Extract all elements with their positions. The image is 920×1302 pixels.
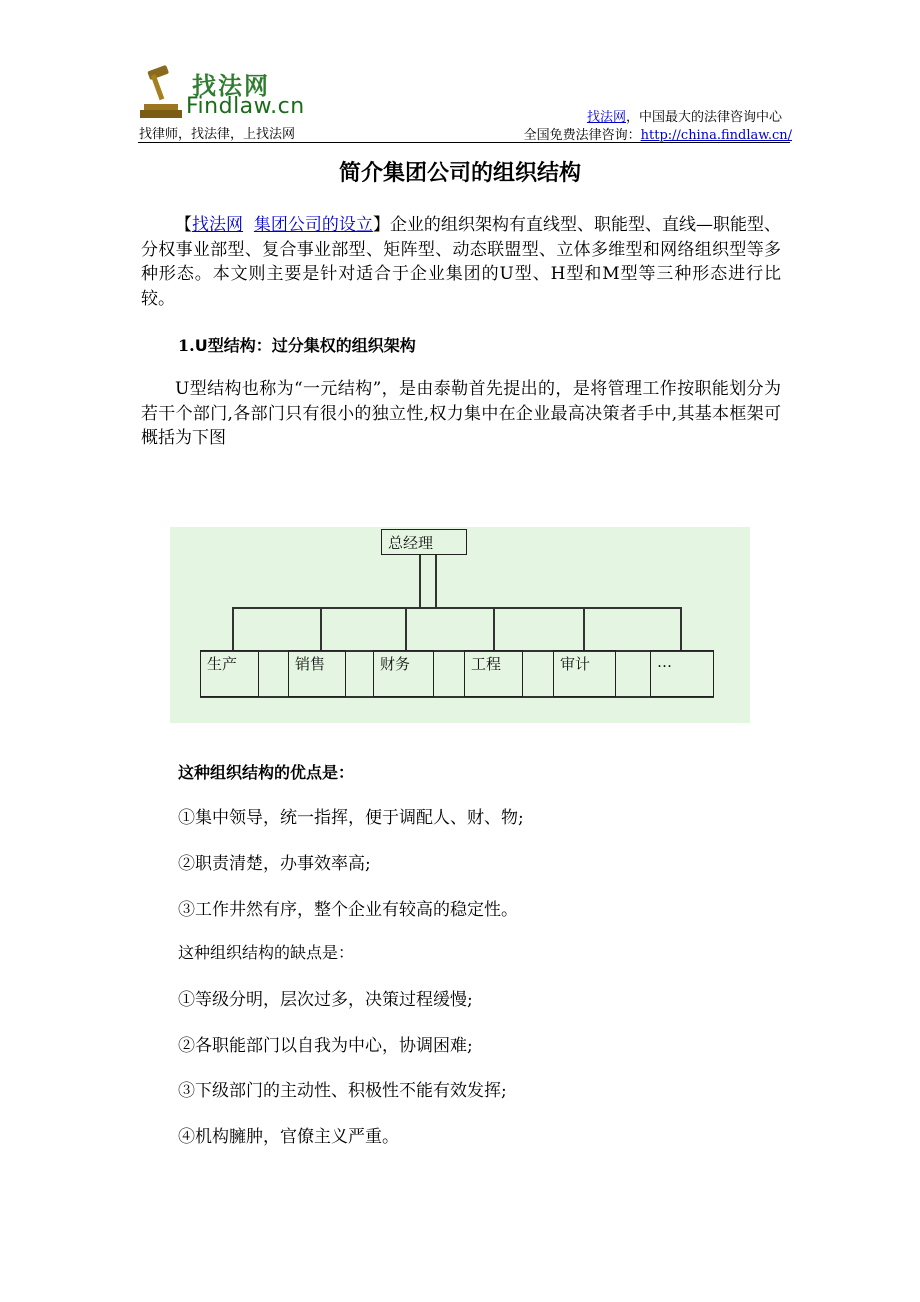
connector-line: [680, 607, 682, 650]
connector-line: [200, 696, 714, 698]
org-dept-label: …: [657, 653, 672, 671]
disadvantage-item: ①等级分明，层次过多，决策过程缓慢;: [178, 990, 473, 1010]
connector-line: [405, 607, 407, 650]
connector-line: [583, 607, 585, 650]
site-description: ，中国最大的法律咨询中心: [625, 110, 782, 125]
bracket-open: 【: [175, 215, 193, 235]
gavel-icon: [140, 62, 192, 124]
advantage-item: ③工作井然有序，整个企业有较高的稳定性。: [178, 900, 518, 920]
findlaw-link[interactable]: 找法网: [192, 215, 244, 235]
advantages-heading: 这种组织结构的优点是：: [178, 763, 355, 782]
u-structure-paragraph: U型结构也称为“一元结构”，是由泰勒首先提出的，是将管理工作按职能划分为若干个部门,各部门只有很小的独立性,权力集中在企业最高决策者手中,其基本框架可概括为下图: [141, 379, 781, 448]
logo-english-text: Findlaw.cn: [186, 94, 305, 119]
connector-line: [435, 555, 437, 608]
org-chart-top-label: 总经理: [388, 534, 434, 552]
org-dept-box: [200, 650, 259, 697]
disadvantage-item: ③下级部门的主动性、积极性不能有效发挥;: [178, 1081, 507, 1101]
free-consult-label: 全国免费法律咨询：: [523, 128, 641, 143]
org-dept-label: 销售: [295, 655, 326, 673]
connector-line: [232, 607, 681, 609]
connector-line: [419, 555, 421, 608]
header-consult-line: [524, 124, 792, 143]
site-tagline: 找律师，找法律，上找法网: [139, 127, 296, 142]
connector-line: [320, 607, 322, 650]
org-dept-box: [650, 650, 714, 697]
section-number: 1.: [178, 336, 195, 355]
site-url-link[interactable]: http://china.findlaw.cn/: [640, 128, 792, 143]
org-dept-box: [288, 650, 346, 697]
org-dept-label: 财务: [380, 655, 411, 673]
org-dept-box: [553, 650, 616, 697]
org-dept-label: 生产: [207, 655, 238, 673]
section-title: U型结构：过分集权的组织架构: [194, 336, 416, 355]
intro-text: 企业的组织架构有直线型、职能型、直线—职能型、分权事业部型、复合事业部型、矩阵型、动态联盟型、立体多维型和网络组织型等多种形态。本文则主要是针对适合于企业集团的U型、H型和M型等三种形态进行比较。: [141, 215, 782, 309]
advantage-item: ②职责清楚，办事效率高;: [178, 854, 371, 874]
org-dept-label: 工程: [471, 655, 502, 673]
org-dept-box: [373, 650, 434, 697]
connector-line: [493, 607, 495, 650]
bracket-close: 】: [372, 215, 390, 235]
connector-line: [200, 650, 714, 652]
header-divider: [138, 142, 790, 143]
section-heading: [178, 333, 416, 356]
disadvantages-heading: 这种组织结构的缺点是：: [178, 943, 355, 962]
connector-line: [232, 607, 234, 650]
org-chart-top-box: [381, 529, 467, 555]
advantage-item: ①集中领导，统一指挥，便于调配人、财、物;: [178, 808, 524, 828]
disadvantage-item: ④机构臃肿，官僚主义严重。: [178, 1127, 399, 1147]
group-company-setup-link[interactable]: 集团公司的设立: [253, 215, 373, 235]
disadvantage-item: ②各职能部门以自我为中心，协调困难;: [178, 1036, 473, 1056]
page-title: 简介集团公司的组织结构: [338, 161, 581, 186]
site-link[interactable]: 找法网: [586, 110, 626, 125]
header-site-line: [587, 106, 782, 125]
org-dept-label: 审计: [560, 655, 591, 673]
org-dept-box: [464, 650, 523, 697]
logo-chinese-text: 找法网: [192, 72, 270, 100]
org-chart: [170, 527, 750, 723]
intro-paragraph: [141, 213, 781, 311]
